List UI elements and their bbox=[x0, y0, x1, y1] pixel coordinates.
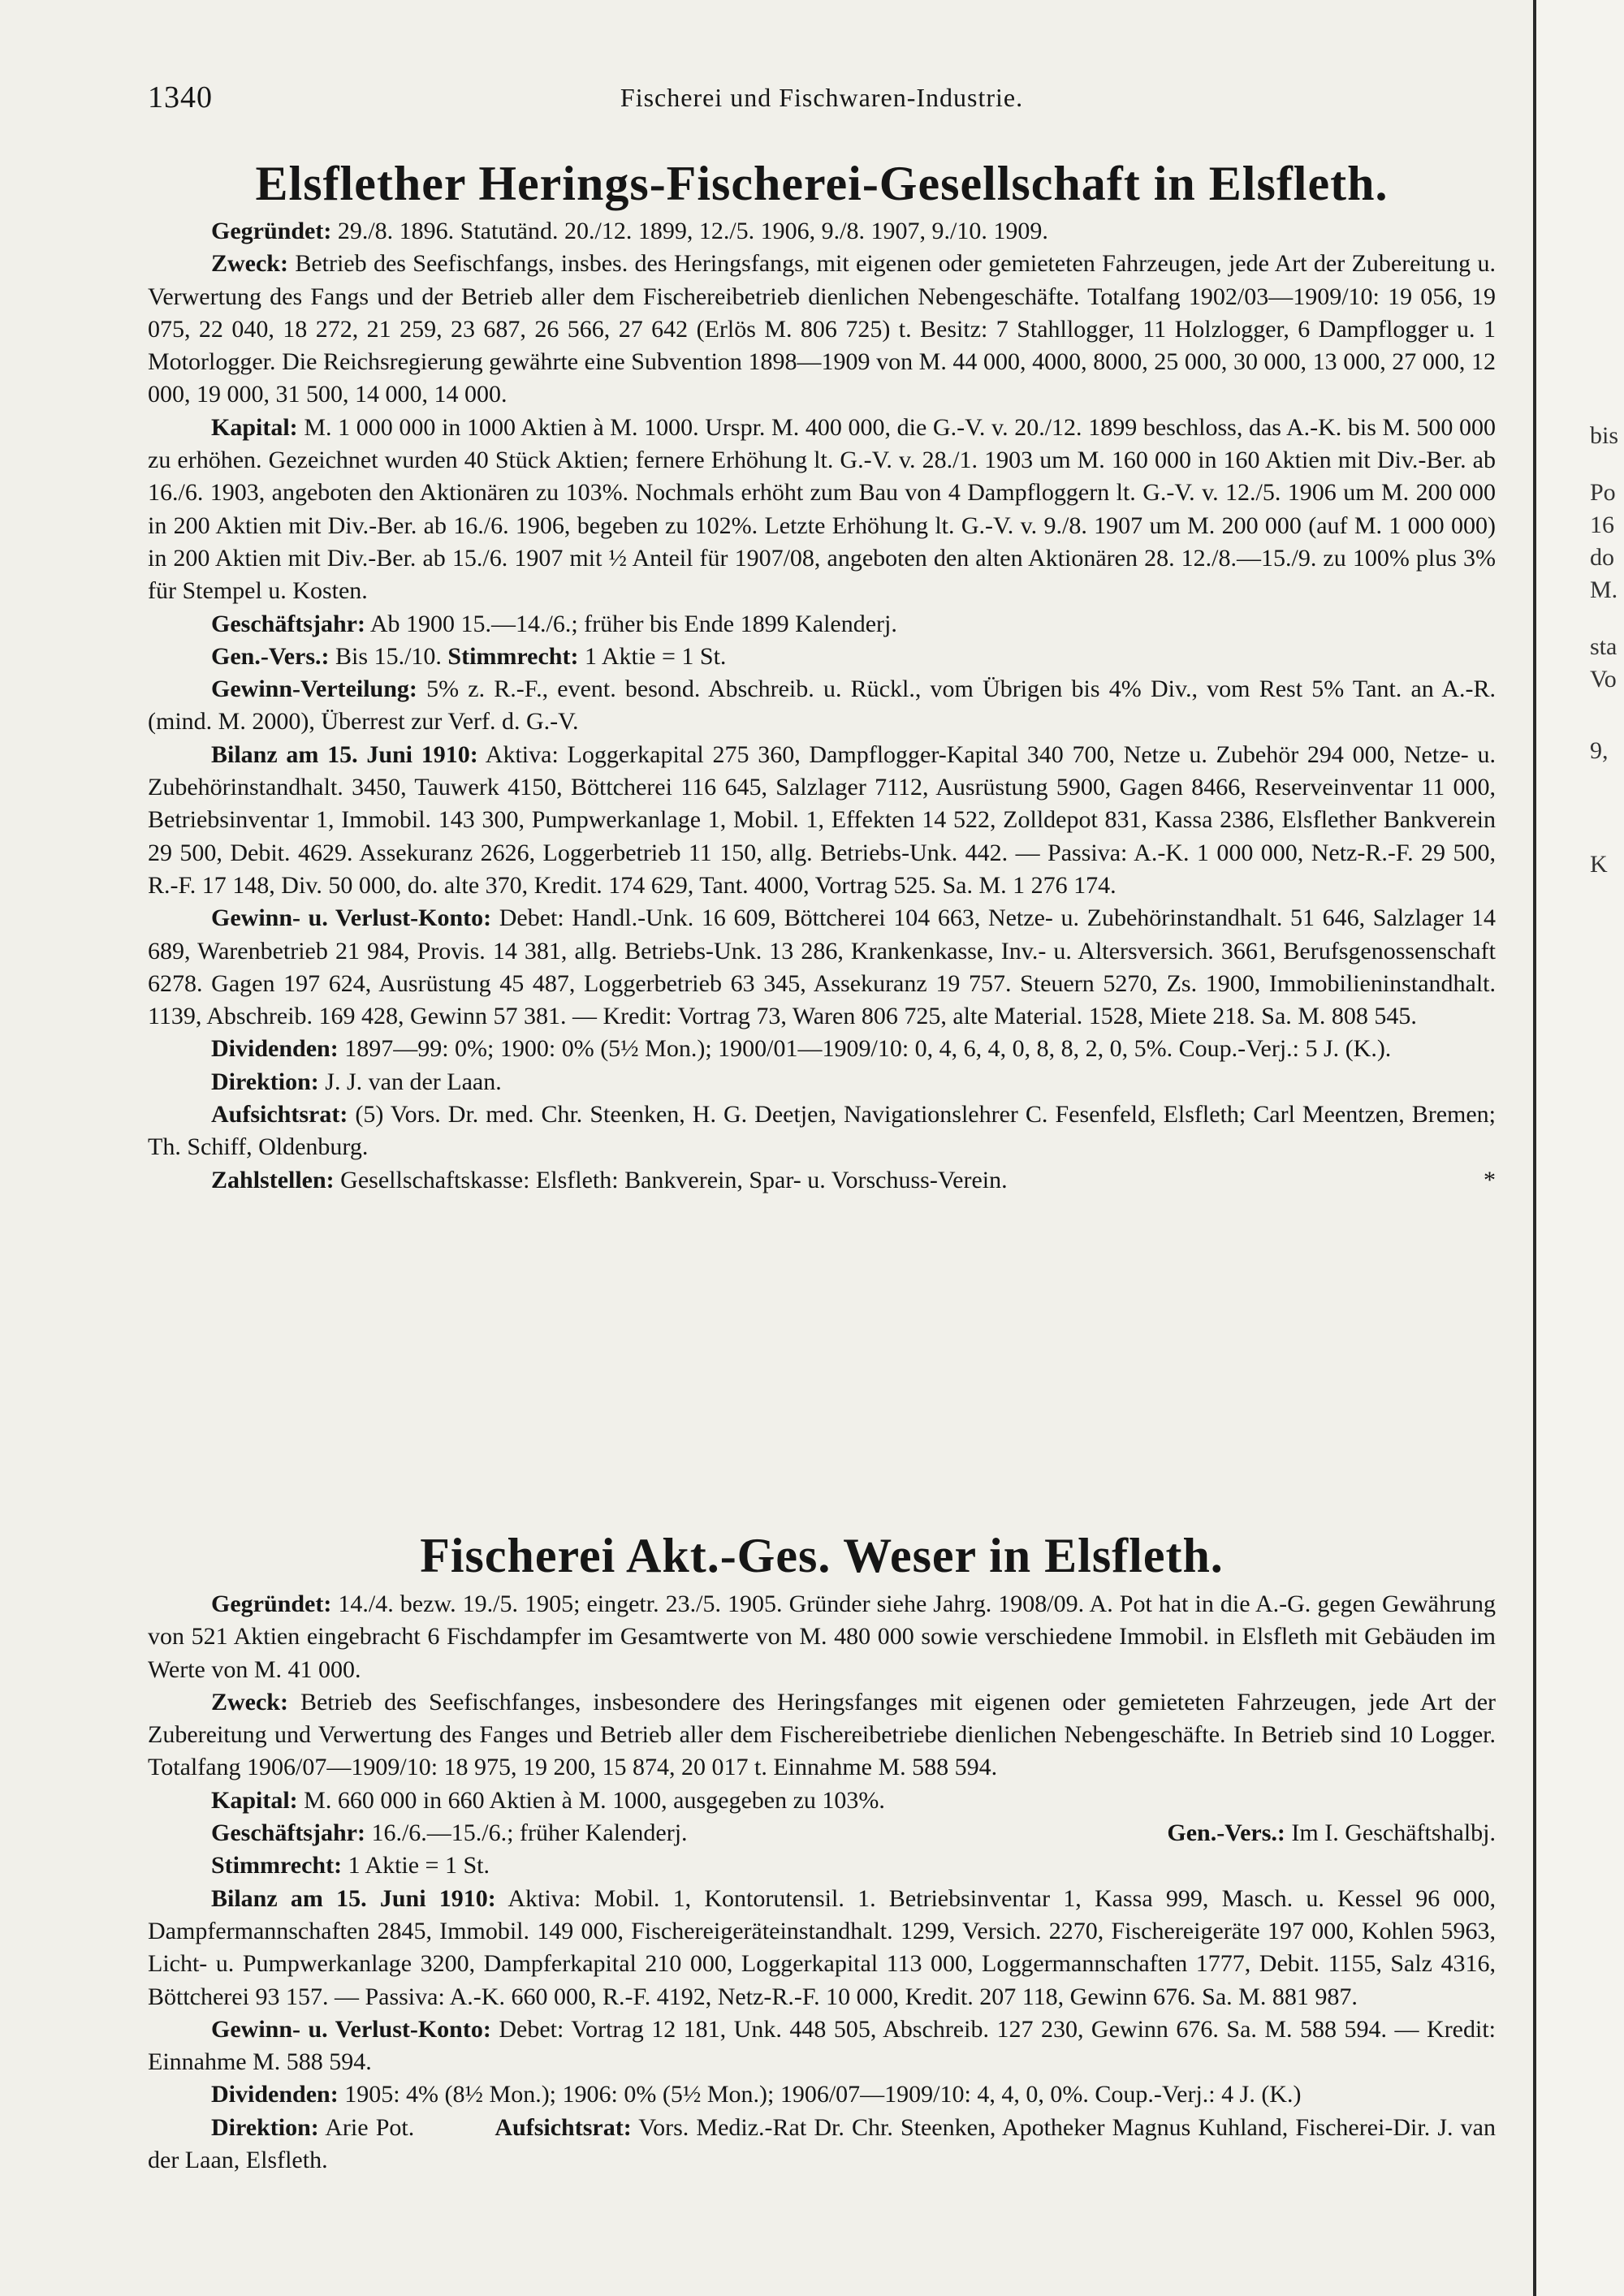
field-label: Gegründet: bbox=[211, 218, 332, 244]
entry-stimmrecht bbox=[148, 1849, 1496, 1882]
field-text: 5% z. R.-F., event. besond. Abschreib. u. Rückl., vom Übrigen bis 4% Div., vom Rest 5% Tant. an A.-R. (mind. M. 2000), Überrest zur Verf. d. G.-V. bbox=[148, 675, 1496, 736]
entry-gen-vers bbox=[148, 641, 1496, 673]
entry-direktion bbox=[148, 1066, 1496, 1098]
field-text: M. 1 000 000 in 1000 Aktien à M. 1000. Urspr. M. 400 000, die G.-V. v. 20./12. 1899 beschloss, das A.-K. bis M. 500 000 zu erhöhen. Gezeichnet wurden 40 Stück Aktien; fernere Erhöhung lt. G.-V. v. 28./1. 1903 um M. 160 000 in 160 Aktien mit Div.-Ber. ab 16./6. 1903, angeboten den Aktionären zu 103%. Nochmals erhöht zum Bau von 4 Dampfloggern lt. G.-V. v. 12./5. 1906 um M. 200 000 in 200 Aktien mit Div.-Ber. ab 16./6. 1906, begeben zu 102%. Letzte Erhöhung lt. G.-V. v. 9./8. 1907 um M. 200 000 (auf M. 1 000 000) in 200 Aktien mit Div.-Ber. ab 15./6. 1907 mit ½ Anteil für 1907/08, angeboten den alten Aktionären 28. 12./8.—15./9. zu 100% plus 3% für Stempel u. Kosten. bbox=[148, 413, 1497, 605]
entry-kapital bbox=[148, 1785, 1496, 1817]
field-label: Gewinn- u. Verlust-Konto: bbox=[211, 2015, 491, 2043]
entry-bilanz bbox=[148, 1883, 1496, 2013]
field-label: Aufsichtsrat: bbox=[495, 2113, 632, 2141]
field-text: 1 Aktie = 1 St. bbox=[584, 642, 727, 670]
field-label: Dividenden: bbox=[211, 2081, 339, 2108]
field-text: 1 Aktie = 1 St. bbox=[348, 1852, 490, 1880]
field-label: Stimmrecht: bbox=[447, 642, 579, 670]
entry-bilanz bbox=[148, 739, 1496, 902]
entry-gewinn-verlust bbox=[148, 902, 1496, 1033]
field-label: Geschäftsjahr: bbox=[211, 610, 365, 637]
running-head bbox=[148, 80, 1496, 120]
field-label: Geschäftsjahr: bbox=[211, 1819, 365, 1847]
company-heading: Fischerei Akt.-Ges. Weser in Elsfleth. bbox=[420, 1529, 1224, 1582]
entry-direktion-aufsichtsrat bbox=[148, 2112, 1496, 2177]
field-text: Bis 15./10. bbox=[335, 642, 442, 670]
field-label: Dividenden: bbox=[211, 1035, 339, 1063]
field-text: Betrieb des Seefischfangs, insbes. des Heringsfangs, mit eigenen oder gemieteten Fahrzeugen, jede Art der Zubereitung u. Verwertung des Fangs und der Betrieb aller dem Fischereibetrieb dienlichen Nebengeschäfte. Totalfang 1902/03—1909/10: 19 056, 19 075, 22 040, 18 272, 21 259, 23 687, 26 566, 27 642 (Erlös M. 806 725) t. Besitz: 7 Stahllogger, 11 Holzlogger, 6 Dampflogger u. 1 Motorlogger. Die Reichsregierung gewährte eine Subvention 1898—1909 von M. 44 000, 4000, 8000, 25 000, 30 000, 13 000, 27 000, 12 000, 19 000, 31 500, 14 000, 14 000. bbox=[148, 250, 1496, 408]
adjacent-page-strip bbox=[1533, 0, 1624, 2296]
field-text: M. 660 000 in 660 Aktien à M. 1000, ausgegeben zu 103%. bbox=[304, 1786, 885, 1814]
adjacent-page-fragment: sta bbox=[1590, 633, 1618, 660]
company-entry bbox=[148, 1588, 1496, 2177]
entry-gewinn-verlust bbox=[148, 2013, 1496, 2079]
adjacent-page-fragment: Po bbox=[1590, 479, 1616, 506]
field-label: Gewinn- u. Verlust-Konto: bbox=[211, 904, 492, 932]
adjacent-page-fragment: M. bbox=[1590, 576, 1618, 603]
field-text: Debet: Handl.-Unk. 16 609, Böttcherei 104 663, Netze- u. Zubehörinstandhalt. 51 646, Salzlager 14 689, Warenbetrieb 21 984, Provis. 14 381, allg. Betriebs-Unk. 13 286, Krankenkasse, Inv.- u. Altersversich. 3661, Berufsgenossenschaft 6278. Gagen 197 624, Ausrüstung 45 487, Loggerbetrieb 63 345, Assekuranz 19 757. Steuern 5270, Zs. 1900, Immobilieninstandhalt. 1139, Abschreib. 169 428, Gewinn 57 381. — Kredit: Vortrag 73, Waren 806 725, alte Material. 1528, Miete 218. Sa. M. 808 545. bbox=[148, 904, 1496, 1030]
entry-dividenden bbox=[148, 2078, 1496, 2111]
entry-dividenden bbox=[148, 1033, 1496, 1065]
field-label: Kapital: bbox=[211, 413, 298, 441]
field-label: Stimmrecht: bbox=[211, 1852, 343, 1880]
entry-aufsichtsrat bbox=[148, 1098, 1496, 1164]
field-text: 1905: 4% (8½ Mon.); 1906: 0% (5½ Mon.); 1906/07—1909/10: 4, 4, 0, 0%. Coup.-Verj.: 4 J. (K.) bbox=[344, 2081, 1302, 2108]
field-text: Ab 1900 15.—14./6.; früher bis Ende 1899 Kalenderj. bbox=[369, 610, 897, 637]
field-label: Bilanz am 15. Juni 1910: bbox=[211, 740, 478, 768]
field-text: Gesellschaftskasse: Elsfleth: Bankverein, Spar- u. Vorschuss-Verein. bbox=[340, 1166, 1008, 1193]
adjacent-page-fragment: Vo bbox=[1590, 666, 1617, 693]
field-label: Direktion: bbox=[211, 1068, 319, 1095]
entry-gewinn-verteilung bbox=[148, 673, 1496, 739]
field-label: Gen.-Vers.: bbox=[1167, 1819, 1285, 1847]
field-text: Debet: Vortrag 12 181, Unk. 448 505, Abschreib. 127 230, Gewinn 676. Sa. M. 588 594. — Kredit: Einnahme M. 588 594. bbox=[148, 2015, 1497, 2076]
page-edge-rule bbox=[1533, 0, 1536, 2296]
field-label: Zweck: bbox=[211, 250, 288, 278]
entry-gegruendet bbox=[148, 215, 1496, 248]
field-text: Aktiva: Mobil. 1, Kontorutensil. 1. Betriebsinventar 1, Kassa 999, Masch. u. Kessel 96 000, Dampfermannschaften 2845, Immobil. 149 000, Fischereigeräteinstandhalt. 1299, Versich. 2270, Fischereigeräte 197 000, Kohlen 5963, Licht- u. Pumpwerkanlage 3200, Dampferkapital 210 000, Loggerkapital 113 000, Loggermannschaften 1777, Debit. 1155, Salz 4316, Böttcherei 93 157. — Passiva: A.-K. 660 000, R.-F. 4192, Netz-R.-F. 10 000, Kredit. 207 118, Gewinn 676. Sa. M. 881 987. bbox=[148, 1884, 1496, 2010]
field-text: Arie Pot. bbox=[325, 2113, 415, 2141]
field-text: (5) Vors. Dr. med. Chr. Steenken, H. G. Deetjen, Navigationslehrer C. Fesenfeld, Elsfleth; Carl Meentzen, Bremen; Th. Schiff, Oldenburg. bbox=[148, 1101, 1497, 1161]
entry-zahlstellen bbox=[148, 1164, 1496, 1197]
field-text: Aktiva: Loggerkapital 275 360, Dampflogger-Kapital 340 700, Netze u. Zubehör 294 000, Netze- u. Zubehörinstandhalt. 3450, Tauwerk 4150, Böttcherei 116 645, Salzlager 7112, Ausrüstung 5900, Gagen 8466, Reserveinventar 11 000, Betriebsinventar 1, Immobil. 143 300, Pumpwerkanlage 1, Mobil. 1, Effekten 14 522, Zolldepot 831, Kassa 2386, Elsflether Bankverein 29 500, Debit. 4629. Assekuranz 2626, Loggerbetrieb 11 150, allg. Betriebs-Unk. 442. — Passiva: A.-K. 1 000 000, Netz-R.-F. 29 500, R.-F. 17 148, Div. 50 000, do. alte 370, Kredit. 174 629, Tant. 4000, Vortrag 525. Sa. M. 1 276 174. bbox=[148, 740, 1496, 899]
page-number: 1340 bbox=[148, 80, 213, 114]
field-label: Bilanz am 15. Juni 1910: bbox=[211, 1884, 496, 1912]
field-text: J. J. van der Laan. bbox=[325, 1068, 502, 1095]
adjacent-page-fragment: do bbox=[1590, 544, 1614, 571]
company-entry bbox=[148, 215, 1496, 1197]
field-text: 29./8. 1896. Statutänd. 20./12. 1899, 12./5. 1906, 9./8. 1907, 9./10. 1909. bbox=[337, 218, 1048, 244]
field-label: Aufsichtsrat: bbox=[211, 1101, 348, 1129]
field-label: Gen.-Vers.: bbox=[211, 642, 330, 670]
field-label: Direktion: bbox=[211, 2113, 319, 2141]
entry-geschaeftsjahr-genvers bbox=[148, 1817, 1496, 1849]
entry-zweck bbox=[148, 1686, 1496, 1785]
running-title: Fischerei und Fischwaren-Industrie. bbox=[620, 83, 1024, 112]
field-label: Zweck: bbox=[211, 1688, 288, 1716]
field-label: Zahlstellen: bbox=[211, 1166, 335, 1193]
field-text: 1897—99: 0%; 1900: 0% (5½ Mon.); 1900/01—1909/10: 0, 4, 6, 4, 0, 8, 8, 2, 0, 5%. Coup.-Verj.: 5 J. (K.). bbox=[344, 1035, 1392, 1063]
adjacent-page-fragment: 9, bbox=[1590, 737, 1609, 764]
entry-zweck bbox=[148, 248, 1496, 411]
field-text: Im I. Geschäftshalbj. bbox=[1291, 1819, 1496, 1847]
adjacent-page-fragment: K bbox=[1590, 851, 1608, 878]
entry-kapital bbox=[148, 412, 1496, 608]
field-text: 14./4. bezw. 19./5. 1905; eingetr. 23./5. 1905. Gründer siehe Jahrg. 1908/09. A. Pot hat in die A.-G. gegen Gewährung von 521 Aktien eingebracht 6 Fischdampfer im Gesamtwerte von M. 480 000 sowie verschiedene Immobil. in Elsfleth mit Gebäuden im Werte von M. 41 000. bbox=[148, 1590, 1496, 1683]
footnote-mark: * bbox=[1484, 1166, 1496, 1193]
field-text: Vors. Mediz.-Rat Dr. Chr. Steenken, Apotheker Magnus Kuhland, Fischerei-Dir. J. van der Laan, Elsfleth. bbox=[148, 2113, 1496, 2174]
adjacent-page-fragment: 16 bbox=[1590, 511, 1614, 538]
field-text: 16./6.—15./6.; früher Kalenderj. bbox=[371, 1819, 688, 1847]
entry-gegruendet bbox=[148, 1588, 1496, 1686]
entry-geschaeftsjahr bbox=[148, 608, 1496, 641]
adjacent-page-fragment: bis bbox=[1590, 422, 1619, 449]
field-label: Kapital: bbox=[211, 1786, 298, 1814]
field-label: Gewinn-Verteilung: bbox=[211, 675, 417, 703]
field-text: Betrieb des Seefischfanges, insbesondere des Heringsfanges mit eigenen oder gemieteten Fahrzeugen, jede Art der Zubereitung und Verwertung des Fanges und Betrieb aller dem Fischereibetriebe dienlichen Nebengeschäfte. In Betrieb sind 10 Logger. Totalfang 1906/07—1909/10: 18 975, 19 200, 15 874, 20 017 t. Einnahme M. 588 594. bbox=[148, 1688, 1497, 1781]
field-label: Gegründet: bbox=[211, 1590, 332, 1617]
company-heading: Elsflether Herings-Fischerei-Gesellschaft in Elsfleth. bbox=[255, 157, 1389, 210]
